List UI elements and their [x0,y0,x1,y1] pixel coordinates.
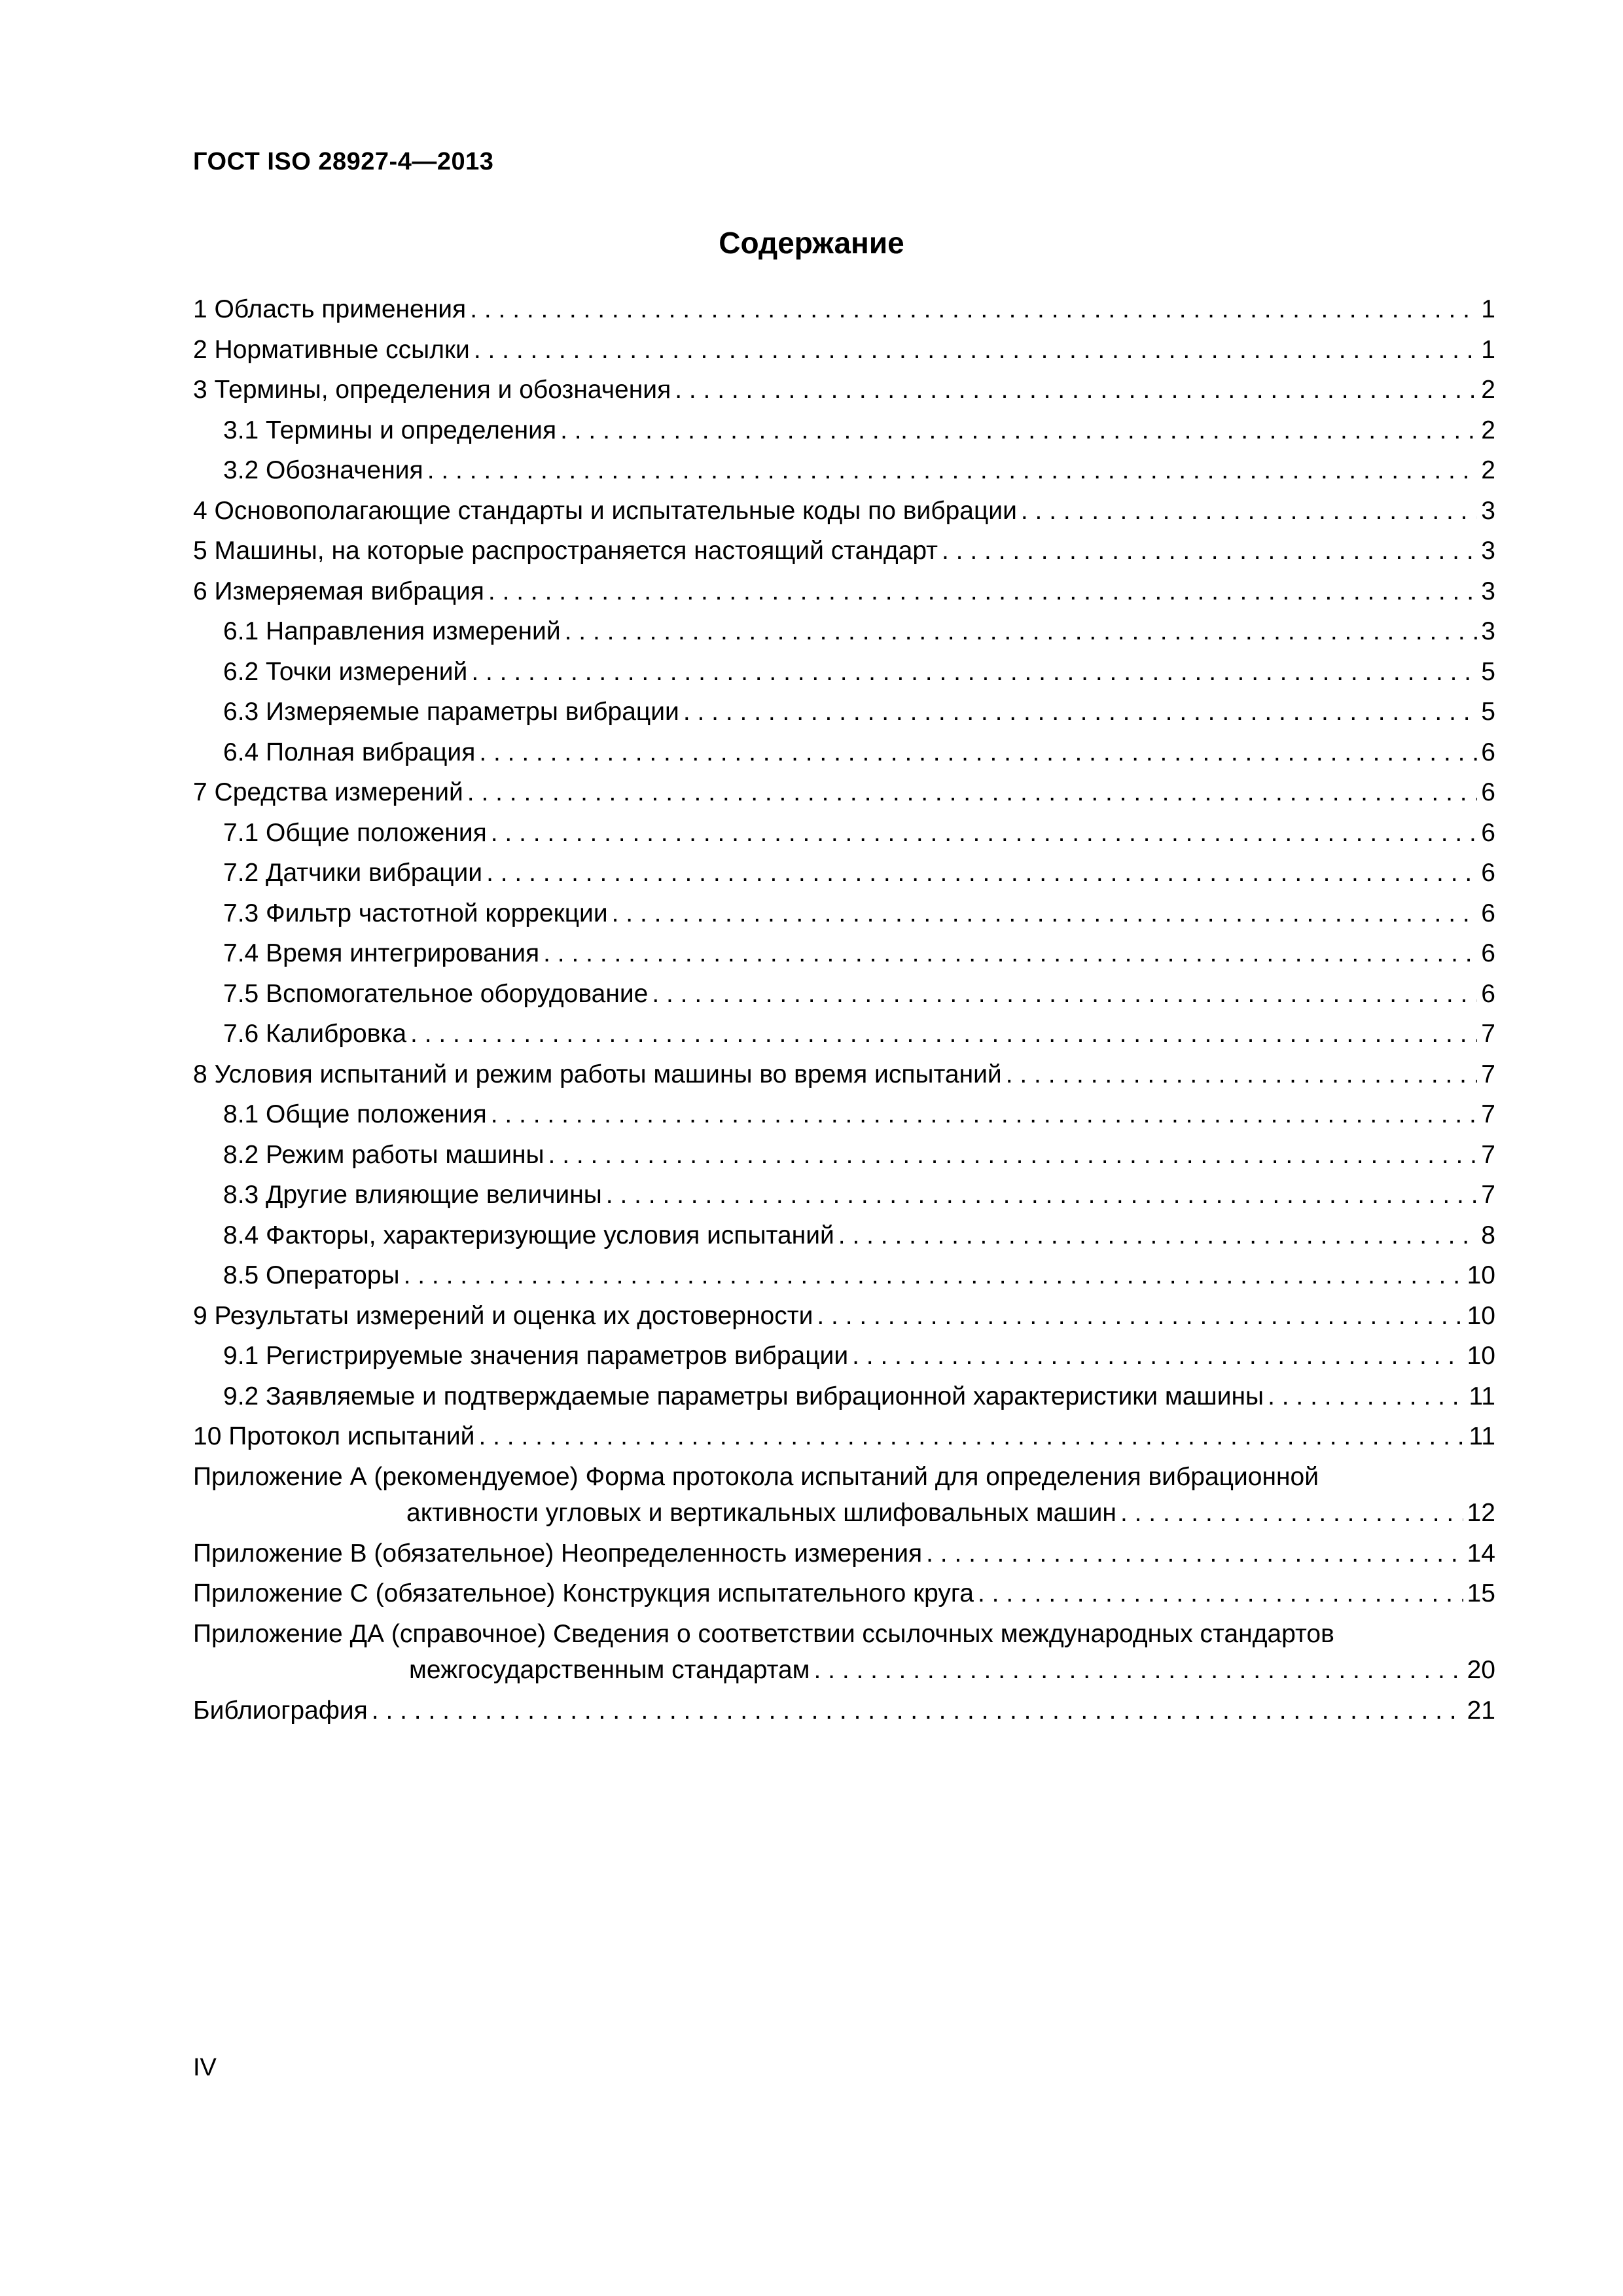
toc-entry[interactable] [193,1257,1495,1298]
toc-entry[interactable] [193,412,1495,453]
toc-entry-title: 8.5 Операторы [223,1261,400,1289]
dot-leader [942,533,1477,569]
toc-entry[interactable] [193,1016,1495,1056]
toc-entry-appendix[interactable] [193,1459,1495,1535]
toc-entry-page: 12 [1467,1499,1495,1527]
toc-entry[interactable] [193,935,1495,976]
dot-leader [675,372,1477,408]
toc-entry-page: 2 [1481,376,1495,404]
toc-entry-page: 8 [1481,1221,1495,1249]
dot-leader [606,1177,1478,1213]
toc-entry-title: 6 Измеряемая вибрация [193,577,484,605]
toc-entry-page: 3 [1481,496,1495,525]
toc-entry-appendix[interactable] [193,1616,1495,1693]
toc-entry-title: 7.1 Общие положения [223,818,487,847]
toc-entry-page: 7 [1481,1060,1495,1088]
dot-leader [491,815,1478,852]
toc-entry-title: 2 Нормативные ссылки [193,335,470,364]
toc-entry-title: 8.2 Режим работы машины [223,1140,544,1169]
dot-leader [488,573,1477,610]
dot-leader [814,1652,1463,1689]
dot-leader [852,1338,1463,1374]
dot-leader [1006,1056,1478,1093]
toc-entry-page: 10 [1467,1301,1495,1330]
dot-leader [404,1257,1463,1294]
toc-title: Содержание [719,226,904,260]
toc-entry-title: 10 Протокол испытаний [193,1422,475,1450]
toc-entry-title: 6.2 Точки измерений [223,657,468,686]
dot-leader [478,1418,1465,1455]
toc-entry-title: 3 Термины, определения и обозначения [193,376,671,404]
toc-entry[interactable] [193,1418,1495,1459]
toc-entry-title: 4 Основополагающие стандарты и испытательные коды по вибрации [193,496,1017,525]
dot-leader [838,1217,1478,1254]
dot-leader [467,774,1478,811]
toc-entry-page: 7 [1481,1140,1495,1169]
toc-entry[interactable] [193,976,1495,1016]
toc-entry[interactable] [193,654,1495,694]
dot-leader [471,654,1477,691]
toc-entry[interactable] [193,332,1495,372]
dot-leader [565,613,1478,650]
toc-entry-page: 6 [1481,899,1495,927]
toc-entry-title-continuation: активности угловых и вертикальных шлифовальных машин [406,1499,1116,1527]
toc-entry-title: Библиография [193,1696,368,1725]
toc-entry-page: 20 [1467,1656,1495,1684]
toc-entry-title: 9.2 Заявляемые и подтверждаемые параметры вибрационной характеристики машины [223,1382,1264,1410]
toc-entry[interactable] [193,1137,1495,1177]
toc-entry[interactable] [193,774,1495,815]
dot-leader [683,694,1477,730]
toc-entry-appendix[interactable] [193,1535,1495,1576]
dot-leader [1021,493,1477,529]
toc-entry-page: 3 [1481,617,1495,645]
toc-entry-title: 7.6 Калибровка [223,1020,407,1048]
toc-entry-page: 2 [1481,416,1495,444]
toc-entry-page: 6 [1481,859,1495,887]
toc-entry-title: 6.4 Полная вибрация [223,738,476,766]
toc-entry-title: Приложение А (рекомендуемое) Форма протокола испытаний для определения вибрационной [193,1462,1319,1491]
page-number: IV [193,2054,217,2081]
toc-entry[interactable] [193,493,1495,533]
dot-leader [978,1575,1463,1612]
dot-leader [1268,1378,1465,1415]
toc-entry-title: 9.1 Регистрируемые значения параметров вибрации [223,1342,849,1370]
toc-entry-page: 6 [1481,818,1495,847]
toc-entry-page: 6 [1481,778,1495,806]
toc-entry[interactable] [193,533,1495,573]
toc-entry-page: 11 [1469,1382,1495,1410]
dot-leader [486,855,1477,891]
toc-entry[interactable] [193,1177,1495,1217]
toc-entry-page: 7 [1481,1100,1495,1128]
toc-entry[interactable] [193,815,1495,855]
dot-leader [410,1016,1477,1052]
toc-entry-page: 3 [1481,577,1495,605]
dot-leader [543,935,1477,972]
toc-entry-appendix[interactable] [193,1575,1495,1616]
toc-entry[interactable] [193,452,1495,493]
toc-entry-page: 3 [1481,537,1495,565]
toc-entry-page: 7 [1481,1181,1495,1209]
dot-leader [817,1298,1463,1335]
dot-leader [652,976,1477,1013]
toc-entry-title: 8 Условия испытаний и режим работы машины во время испытаний [193,1060,1002,1088]
toc-entry-title: 7 Средства измерений [193,778,463,806]
standard-designation: ГОСТ ISO 28927-4—2013 [193,148,494,175]
toc-entry[interactable] [193,613,1495,654]
toc-entry-page: 10 [1467,1342,1495,1370]
toc-entry-page: 7 [1481,1020,1495,1048]
dot-leader [470,291,1477,328]
dot-leader [548,1137,1478,1174]
toc-entry-page: 6 [1481,979,1495,1008]
toc-entry-title: 8.3 Другие влияющие величины [223,1181,602,1209]
toc-entry-page: 1 [1481,295,1495,323]
toc-entry-page: 15 [1467,1579,1495,1607]
dot-leader [1120,1495,1463,1532]
toc-entry[interactable] [193,1298,1495,1338]
toc-entry-title: 6.3 Измеряемые параметры вибрации [223,698,679,726]
toc-entry[interactable] [193,694,1495,734]
toc-entry-title: 3.2 Обозначения [223,456,423,484]
toc-entry-title: 3.1 Термины и определения [223,416,557,444]
toc-entry-title: 7.5 Вспомогательное оборудование [223,979,649,1008]
toc-entry-page: 5 [1481,657,1495,686]
toc-entry-page: 2 [1481,456,1495,484]
toc-entry-title: 8.4 Факторы, характеризующие условия испытаний [223,1221,834,1249]
toc-entry-title: Приложение ДА (справочное) Сведения о соответствии ссылочных международных стандартов [193,1619,1334,1648]
toc-entry-title: Приложение В (обязательное) Неопределенность измерения [193,1539,923,1568]
toc-entry[interactable] [193,734,1495,775]
toc-entry[interactable] [193,1693,1495,1733]
toc-entry-title: 7.2 Датчики вибрации [223,859,483,887]
toc-entry-page: 14 [1467,1539,1495,1568]
toc-entry-title: 7.4 Время интегрирования [223,939,540,967]
toc-entry-page: 10 [1467,1261,1495,1289]
toc-entry-page: 6 [1481,939,1495,967]
toc-entry-page: 11 [1469,1422,1495,1450]
dot-leader [491,1096,1478,1133]
dot-leader [372,1693,1463,1729]
toc-entry-title: 5 Машины, на которые распространяется настоящий стандарт [193,537,938,565]
toc-entry-title: 8.1 Общие положения [223,1100,487,1128]
dot-leader [427,452,1478,489]
toc-entry[interactable] [193,1056,1495,1097]
table-of-contents [193,291,1495,1732]
toc-entry[interactable] [193,372,1495,412]
toc-entry-page: 6 [1481,738,1495,766]
dot-leader [560,412,1477,449]
toc-entry[interactable] [193,1338,1495,1378]
toc-entry[interactable] [193,1096,1495,1137]
toc-entry[interactable] [193,855,1495,895]
toc-entry-title: 6.1 Направления измерений [223,617,561,645]
dot-leader [612,895,1478,932]
toc-entry-title: 1 Область применения [193,295,467,323]
dot-leader [474,332,1477,368]
toc-entry[interactable] [193,895,1495,936]
toc-entry[interactable] [193,573,1495,614]
toc-entry-title-continuation: межгосударственным стандартам [409,1656,810,1684]
toc-entry-title: 7.3 Фильтр частотной коррекции [223,899,608,927]
toc-entry[interactable] [193,1217,1495,1258]
toc-entry-title: 9 Результаты измерений и оценка их достоверности [193,1301,813,1330]
toc-entry-page: 1 [1481,335,1495,364]
dot-leader [926,1535,1463,1572]
toc-entry[interactable] [193,291,1495,332]
toc-entry-page: 5 [1481,698,1495,726]
toc-entry-title: Приложение С (обязательное) Конструкция испытательного круга [193,1579,974,1607]
dot-leader [479,734,1477,771]
toc-entry-page: 21 [1467,1696,1495,1725]
toc-entry[interactable] [193,1378,1495,1419]
